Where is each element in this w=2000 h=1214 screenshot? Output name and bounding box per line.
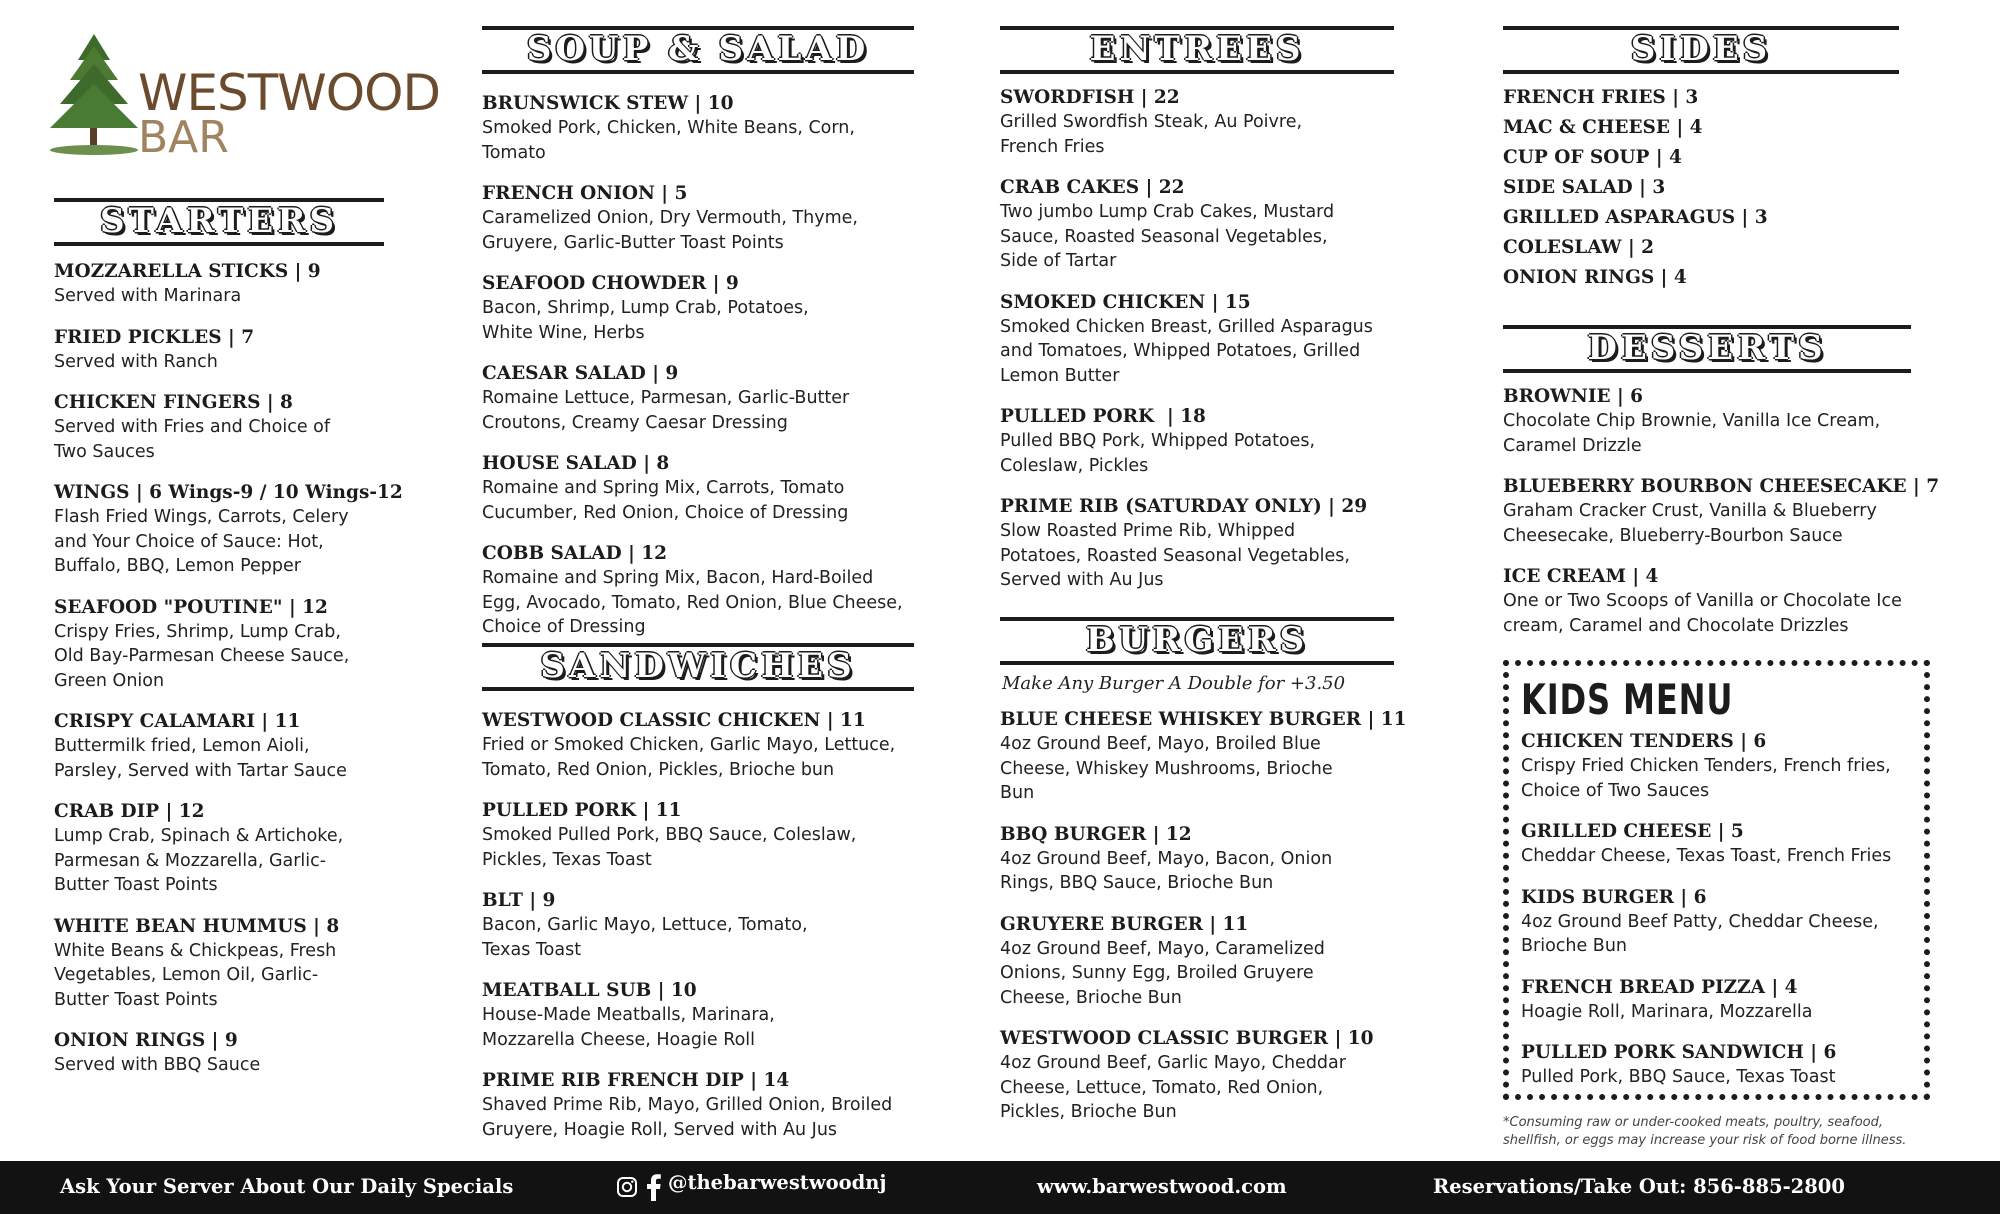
item-desc: Served with BBQ Sauce [54, 1055, 261, 1075]
sandwiches-section [482, 643, 914, 1159]
item-desc: Smoked Chicken Breast, Grilled Asparagus and Tomatoes, Whipped Potatoes, Grilled Lemon Butter [1000, 316, 1373, 386]
menu-item [1503, 236, 1899, 260]
item-name: CRAB DIP | 12 [54, 801, 205, 822]
menu-item [1503, 385, 1911, 458]
item-name: CAESAR SALAD | 9 [482, 363, 679, 384]
menu-item [1000, 86, 1394, 159]
item-desc: Slow Roasted Prime Rib, Whipped Potatoes, Roasted Seasonal Vegetables, Served with Au Jus [1000, 521, 1350, 590]
sides-section [1503, 26, 1899, 296]
item-desc: One or Two Scoops of Vanilla or Chocolate Ice cream, Caramel and Chocolate Drizzles [1503, 591, 1902, 636]
item-name: GRUYERE BURGER | 11 [1000, 913, 1249, 935]
logo-wordmark-westwood: WESTWOOD [138, 64, 440, 122]
daily-specials-text: Ask Your Server About Our Daily Specials [60, 1175, 514, 1198]
burger-double-note: Make Any Burger A Double for +3.50 [1002, 673, 1346, 694]
item-desc: Two jumbo Lump Crab Cakes, Mustard Sauce, Roasted Seasonal Vegetables, Side of Tartar [1000, 202, 1335, 271]
item-desc: Flash Fried Wings, Carrots, Celery and Your Choice of Sauce: Hot, Buffalo, BBQ, Lemon Pepper [54, 507, 349, 576]
item-name: MAC & CHEESE | 4 [1503, 117, 1703, 138]
item-desc: 4oz Ground Beef, Mayo, Bacon, Onion Rings, BBQ Sauce, Brioche Bun [1000, 848, 1333, 893]
item-name: WHITE BEAN HUMMUS | 8 [54, 915, 340, 937]
item-desc: Caramelized Onion, Dry Vermouth, Thyme, Gruyere, Garlic-Butter Toast Points [482, 208, 858, 253]
menu-item [482, 272, 914, 345]
item-name: GRILLED CHEESE | 5 [1521, 821, 1744, 842]
item-desc: 4oz Ground Beef Patty, Cheddar Cheese, Brioche Bun [1521, 911, 1879, 956]
desserts-title: DESSERTS [1587, 328, 1827, 368]
westwood-logo [44, 30, 444, 163]
menu-item [482, 799, 914, 872]
item-name: ICE CREAM | 4 [1503, 566, 1659, 587]
desserts-section [1503, 325, 1940, 655]
entrees-section [1000, 26, 1394, 610]
burgers-section [1000, 617, 1407, 1142]
item-name: COBB SALAD | 12 [482, 543, 668, 564]
menu-item [1503, 146, 1899, 170]
menu-item [54, 481, 403, 579]
item-name: COLESLAW | 2 [1503, 237, 1655, 258]
item-name: CHICKEN FINGERS | 8 [54, 392, 293, 413]
item-desc: Served with Marinara [54, 286, 242, 306]
item-desc: Crispy Fries, Shrimp, Lump Crab, Old Bay-Parmesan Cheese Sauce, Green Onion [54, 621, 350, 691]
item-desc: 4oz Ground Beef, Garlic Mayo, Cheddar Cheese, Lettuce, Tomato, Red Onion, Pickles, Brioche Bun [1000, 1053, 1346, 1122]
footer-bar [0, 1161, 2000, 1214]
menu-item [1521, 976, 1924, 1025]
facebook-icon[interactable] [646, 1173, 662, 1201]
starters-header [54, 198, 384, 246]
menu-item [482, 362, 914, 435]
menu-item [1000, 405, 1394, 478]
item-desc: 4oz Ground Beef, Mayo, Broiled Blue Cheese, Whiskey Mushrooms, Brioche Bun [1000, 734, 1333, 803]
menu-item [54, 391, 384, 464]
menu-item [54, 260, 384, 309]
menu-item [482, 709, 914, 782]
menu-item [54, 1029, 384, 1078]
menu-item [54, 915, 384, 1013]
menu-item [1000, 176, 1394, 274]
item-name: CUP OF SOUP | 4 [1503, 147, 1682, 168]
item-name: CRISPY CALAMARI | 11 [54, 711, 301, 732]
item-name: WESTWOOD CLASSIC CHICKEN | 11 [482, 710, 866, 731]
item-desc: Hoagie Roll, Marinara, Mozzarella [1521, 1001, 1813, 1022]
reservations-phone[interactable]: Reservations/Take Out: 856-885-2800 [1433, 1175, 1845, 1198]
item-desc: House-Made Meatballs, Marinara, Mozzarella Cheese, Hoagie Roll [482, 1005, 775, 1050]
menu-item [1503, 86, 1899, 110]
menu-item [482, 182, 914, 255]
item-desc: Served with Fries and Choice of Two Sauces [54, 417, 331, 462]
item-desc: Graham Cracker Crust, Vanilla & Blueberry Cheesecake, Blueberry-Bourbon Sauce [1503, 501, 1877, 546]
menu-item [1503, 116, 1899, 140]
item-desc: Bacon, Garlic Mayo, Lettuce, Tomato, Texas Toast [482, 915, 808, 960]
item-desc: Bacon, Shrimp, Lump Crab, Potatoes, White Wine, Herbs [482, 298, 809, 343]
item-desc: Romaine and Spring Mix, Carrots, Tomato Cucumber, Red Onion, Choice of Dressing [482, 478, 849, 523]
menu-item [54, 326, 384, 375]
item-name: SEAFOOD CHOWDER | 9 [482, 273, 739, 294]
item-name: GRILLED ASPARAGUS | 3 [1503, 207, 1768, 228]
item-desc: White Beans & Chickpeas, Fresh Vegetables, Lemon Oil, Garlic-Butter Toast Points [54, 940, 337, 1010]
menu-item [1521, 730, 1924, 803]
item-name: PULLED PORK SANDWICH | 6 [1521, 1042, 1837, 1063]
burgers-header [1000, 617, 1394, 665]
menu-item [1503, 475, 1940, 548]
item-desc: Romaine Lettuce, Parmesan, Garlic-Butter Croutons, Creamy Caesar Dressing [482, 388, 850, 433]
pine-tree-icon [44, 30, 144, 158]
item-name: SEAFOOD "POUTINE" | 12 [54, 596, 328, 618]
food-safety-disclaimer: *Consuming raw or under-cooked meats, poultry, seafood, shellfish, or eggs may increase your risk of food borne illness. [1503, 1115, 1907, 1148]
menu-item [482, 1069, 914, 1142]
item-name: FRENCH BREAD PIZZA | 4 [1521, 976, 1798, 998]
item-name: ONION RINGS | 4 [1503, 267, 1687, 288]
burgers-title: BURGERS [1085, 620, 1309, 660]
sides-header [1503, 26, 1899, 74]
item-name: BBQ BURGER | 12 [1000, 823, 1192, 845]
menu-item [1000, 913, 1394, 1011]
item-desc: Pulled Pork, BBQ Sauce, Texas Toast [1521, 1067, 1836, 1087]
item-desc: Smoked Pulled Pork, BBQ Sauce, Coleslaw, Pickles, Texas Toast [482, 825, 857, 870]
menu-item [54, 800, 384, 898]
item-desc: 4oz Ground Beef, Mayo, Caramelized Onions, Sunny Egg, Broiled Gruyere Cheese, Brioche Bun [1000, 938, 1325, 1008]
menu-item [54, 710, 384, 783]
menu-item [1000, 291, 1394, 389]
menu-item [482, 979, 914, 1052]
menu-item [1000, 823, 1394, 896]
sandwiches-title: SANDWICHES [540, 646, 856, 686]
instagram-icon[interactable] [616, 1176, 638, 1198]
item-desc: Crispy Fried Chicken Tenders, French fries, Choice of Two Sauces [1521, 756, 1891, 801]
menu-item [1503, 266, 1899, 290]
item-name: FRIED PICKLES | 7 [54, 326, 255, 348]
item-name: WESTWOOD CLASSIC BURGER | 10 [1000, 1028, 1374, 1049]
menu-item [482, 542, 914, 640]
entrees-title: ENTREES [1089, 29, 1305, 69]
item-name: CHICKEN TENDERS | 6 [1521, 731, 1767, 752]
menu-item [482, 452, 914, 525]
item-desc: Cheddar Cheese, Texas Toast, French Fries [1521, 846, 1892, 866]
menu-item [1000, 708, 1407, 806]
item-name: BLUE CHEESE WHISKEY BURGER | 11 [1000, 709, 1407, 730]
item-desc: Grilled Swordfish Steak, Au Poivre, French Fries [1000, 112, 1303, 157]
menu-item [1503, 206, 1899, 230]
item-name: BROWNIE | 6 [1503, 386, 1644, 407]
item-desc: Shaved Prime Rib, Mayo, Grilled Onion, Broiled Gruyere, Hoagie Roll, Served with Au Jus [482, 1095, 893, 1140]
item-name: MOZZARELLA STICKS | 9 [54, 261, 321, 282]
kids-menu-box [1503, 660, 1930, 1100]
menu-item [54, 596, 384, 694]
item-name: WINGS | 6 Wings-9 / 10 Wings-12 [54, 482, 403, 503]
soup-salad-title: SOUP & SALAD [526, 29, 870, 69]
desserts-header [1503, 325, 1911, 373]
menu-item [1000, 1027, 1394, 1125]
menu-item [1521, 886, 1924, 959]
item-desc: Smoked Pork, Chicken, White Beans, Corn, Tomato [482, 118, 855, 163]
item-desc: Buttermilk fried, Lemon Aioli, Parsley, Served with Tartar Sauce [54, 736, 347, 781]
website-link[interactable]: www.barwestwood.com [1037, 1175, 1287, 1198]
item-name: PULLED PORK | 11 [482, 800, 682, 821]
soup-salad-section [482, 26, 914, 657]
item-desc: Served with Ranch [54, 351, 218, 372]
menu-item [1521, 820, 1924, 869]
item-name: CRAB CAKES | 22 [1000, 177, 1185, 198]
entrees-header [1000, 26, 1394, 74]
item-name: KIDS BURGER | 6 [1521, 886, 1707, 908]
item-name: BLUEBERRY BOURBON CHEESECAKE | 7 [1503, 476, 1940, 497]
item-name: PRIME RIB (SATURDAY ONLY) | 29 [1000, 496, 1368, 517]
kids-menu-title: KIDS MENU [1521, 675, 1734, 724]
menu-item [1000, 495, 1394, 593]
starters-title: STARTERS [99, 201, 339, 241]
item-desc: Pulled BBQ Pork, Whipped Potatoes, Coleslaw, Pickles [1000, 431, 1316, 476]
item-name: SMOKED CHICKEN | 15 [1000, 291, 1251, 313]
item-name: MEATBALL SUB | 10 [482, 980, 697, 1001]
sides-title: SIDES [1630, 29, 1772, 69]
social-handle[interactable]: @thebarwestwoodnj [668, 1171, 887, 1194]
item-name: PRIME RIB FRENCH DIP | 14 [482, 1070, 790, 1091]
item-name: BLT | 9 [482, 890, 556, 911]
item-name: PULLED PORK | 18 [1000, 406, 1206, 427]
item-name: FRENCH ONION | 5 [482, 183, 688, 204]
menu-item [1503, 176, 1899, 200]
item-name: BRUNSWICK STEW | 10 [482, 93, 734, 114]
item-desc: Fried or Smoked Chicken, Garlic Mayo, Lettuce, Tomato, Red Onion, Pickles, Brioche bun [482, 735, 896, 780]
menu-item [1521, 1041, 1924, 1090]
item-name: FRENCH FRIES | 3 [1503, 87, 1699, 108]
menu-item [1503, 565, 1911, 638]
menu-item [482, 889, 914, 962]
social-links [616, 1161, 886, 1213]
starters-section [54, 198, 403, 1095]
item-desc: Romaine and Spring Mix, Bacon, Hard-Boiled Egg, Avocado, Tomato, Red Onion, Blue Cheese, Choice of Dressing [482, 568, 903, 637]
item-name: SWORDFISH | 22 [1000, 87, 1180, 108]
item-name: HOUSE SALAD | 8 [482, 453, 670, 474]
sandwiches-header [482, 643, 914, 691]
soup-salad-header [482, 26, 914, 74]
menu-item [482, 92, 914, 165]
item-desc: Lump Crab, Spinach & Artichoke, Parmesan & Mozzarella, Garlic-Butter Toast Points [54, 826, 344, 895]
item-name: ONION RINGS | 9 [54, 1030, 238, 1051]
item-name: SIDE SALAD | 3 [1503, 177, 1666, 198]
logo-wordmark-bar: BAR [138, 112, 229, 163]
item-desc: Chocolate Chip Brownie, Vanilla Ice Cream, Caramel Drizzle [1503, 411, 1881, 456]
